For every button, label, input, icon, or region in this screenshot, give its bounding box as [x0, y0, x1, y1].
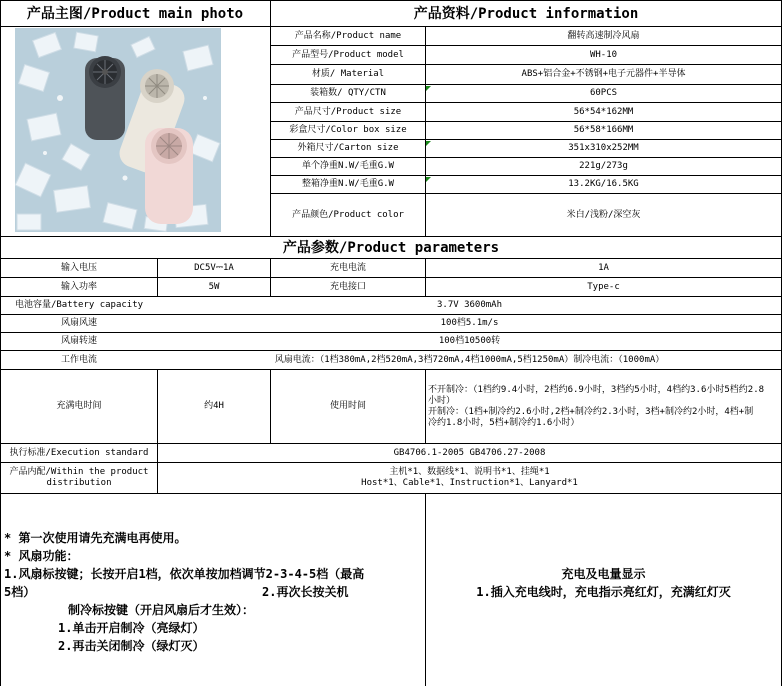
param-value-charge-current: 1A [598, 262, 609, 273]
param-label-wind-speed: 风扇风速 [60, 318, 97, 328]
note-fan-button: 1.风扇标按键；长按开启1档，依次单按加档调节2-3-4-5档（最高 [4, 567, 365, 581]
param-label-charge-port: 充电接口 [329, 281, 366, 292]
info-value-carton-weight: 13.2KG/16.5KG [568, 179, 639, 189]
info-label-carton-weight: 整箱净重N.W/毛重G.W [302, 179, 394, 189]
param-value-wind-speed: 100档5.1m/s [440, 318, 499, 328]
note-fan-button-cont: 5档） [4, 585, 36, 599]
param-label-charge-time: 充满电时间 [56, 401, 102, 411]
usage-time-line: 小时） [428, 395, 456, 406]
param-value-work-current: 风扇电流：（1档380mA,2档520mA,3档720mA,4档1000mA,5档1250mA）制冷电流：（1000mA） [274, 354, 665, 365]
info-value-color: 米白/浅粉/深空灰 [566, 209, 641, 220]
product-info-header: 产品资料/Product information [413, 5, 639, 22]
info-value-unit-weight: 221g/273g [579, 161, 628, 171]
info-label-name: 产品名称/Product name [294, 30, 402, 41]
info-value-qty: 60PCS [589, 88, 618, 98]
charge-display-note: 1.插入充电线时，充电指示亮红灯，充满红灯灭 [476, 585, 731, 599]
info-label-unit-weight: 单个净重N.W/毛重G.W [302, 161, 394, 171]
info-label-qty: 装箱数/ QTY/CTN [310, 88, 386, 98]
info-value-carton: 351x310x252MM [568, 143, 639, 153]
info-label-box: 彩盒尺寸/Color box size [289, 125, 407, 135]
fan-dark [85, 56, 125, 140]
param-label-work-current: 工作电流 [60, 354, 97, 365]
param-value-charge-time: 约4H [204, 401, 224, 411]
param-label-fan-rpm: 风扇转速 [60, 336, 97, 346]
param-label-input-voltage: 输入电压 [60, 262, 97, 273]
param-value-usage-time [426, 370, 781, 443]
note-first-use: * 第一次使用请先充满电再使用。 [4, 531, 187, 545]
charge-display-title: 充电及电量显示 [561, 567, 646, 581]
param-value-charge-port: Type-c [587, 281, 620, 292]
distribution-label-line: distribution [46, 478, 112, 488]
info-value-size: 56*54*162MM [573, 106, 634, 117]
param-label-standard: 执行标准/Execution standard [9, 447, 149, 458]
parameters-header: 产品参数/Product parameters [282, 239, 500, 256]
info-label-material: 材质/ Material [311, 69, 385, 79]
usage-time-line: 开制冷：（1档+制冷约2.6小时,2档+制冷约2.3小时，3档+制冷约2小时，4档+制 [428, 406, 754, 417]
note-cooling-button: 制冷标按键（开启风扇后才生效）： [68, 603, 255, 617]
param-label-usage-time: 使用时间 [329, 401, 366, 411]
main-photo-header: 产品主图/Product main photo [26, 5, 244, 22]
info-label-size: 产品尺寸/Product size [294, 106, 402, 117]
note-cooling-on: 1.单击开启制冷（亮绿灯） [58, 621, 205, 635]
param-label-input-power: 输入功率 [60, 281, 97, 292]
usage-time-line: 冷约1.8小时，5档+制冷约1.6小时） [428, 417, 580, 428]
param-value-fan-rpm: 100档10500转 [438, 336, 501, 346]
distribution-label-line: 产品内配/Within the product [9, 467, 149, 477]
param-value-standard: GB4706.1-2005 GB4706.27-2008 [393, 447, 546, 458]
info-label-carton: 外箱尺寸/Carton size [297, 143, 399, 153]
fan-pink [145, 128, 193, 224]
info-label-color: 产品颜色/Product color [292, 209, 404, 220]
info-value-material: ABS+铝合金+不锈钢+电子元器件+半导体 [521, 69, 686, 79]
product-photo [15, 28, 221, 232]
param-label-distribution [1, 463, 157, 493]
param-value-battery: 3.7V 3600mAh [436, 300, 503, 310]
info-value-model: WH-10 [589, 49, 618, 60]
distribution-value-line: Host*1、Cable*1、Instruction*1、Lanyard*1 [361, 478, 578, 488]
param-value-input-voltage: DC5V⎓1A [194, 262, 234, 273]
info-value-box: 56*58*166MM [573, 125, 634, 135]
note-fan-function: * 风扇功能： [4, 549, 79, 563]
note-long-press-off: 2.再次长按关机 [262, 585, 349, 599]
info-label-model: 产品型号/Product model [292, 49, 404, 60]
distribution-value-line: 主机*1、数据线*1、说明书*1、挂绳*1 [389, 467, 550, 477]
param-label-battery: 电池容量/Battery capacity [14, 300, 144, 310]
param-label-charge-current: 充电电流 [329, 262, 366, 273]
param-value-distribution [158, 463, 781, 493]
note-cooling-off: 2.再击关闭制冷（绿灯灭） [58, 639, 205, 653]
param-value-input-power: 5W [208, 281, 220, 292]
usage-time-line: 不开制冷：（1档约9.4小时，2档约6.9小时，3档约5小时，4档约3.6小时5档约2.8 [428, 384, 765, 395]
info-value-name: 翻转高速制冷风扇 [567, 30, 640, 41]
